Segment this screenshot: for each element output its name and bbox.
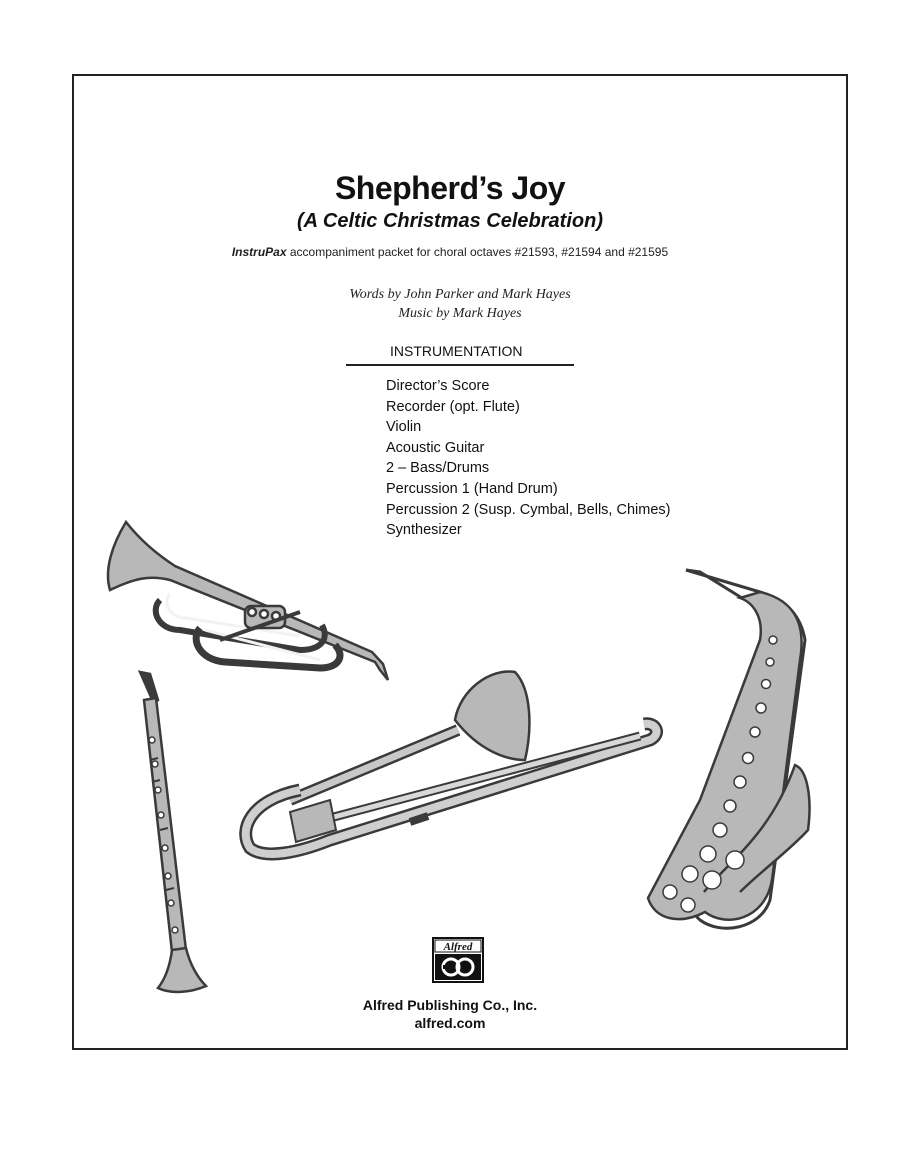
instrument-item: Percussion 1 (Hand Drum) <box>386 480 558 497</box>
publisher-info <box>0 996 900 1032</box>
instrument-item: Percussion 2 (Susp. Cymbal, Bells, Chimes) <box>386 501 671 518</box>
alfred-logo-text: Alfred <box>443 941 473 953</box>
trombone-icon <box>246 672 657 854</box>
publisher-name: Alfred Publishing Co., Inc. <box>362 997 538 1013</box>
packet-text: accompaniment packet for choral octaves #21593, #21594 and #21595 <box>286 245 669 259</box>
packet-brand: InstruPax <box>231 245 287 259</box>
page-subtitle: (A Celtic Christmas Celebration) <box>297 210 603 232</box>
words-credit: Words by John Parker and Mark Hayes <box>349 287 571 302</box>
instrument-item: Recorder (opt. Flute) <box>386 398 520 415</box>
instrument-item: Director’s Score <box>386 378 490 394</box>
instrument-item: 2 – Bass/Drums <box>386 460 490 477</box>
instrumentation-heading: INSTRUMENTATION <box>390 343 523 359</box>
clarinet-icon <box>140 672 206 992</box>
page-title: Shepherd’s Joy <box>334 170 566 206</box>
music-credit: Music by Mark Hayes <box>398 306 522 321</box>
instrument-item: Acoustic Guitar <box>386 439 485 456</box>
saxophone-icon <box>648 570 809 928</box>
instrument-item: Violin <box>386 419 422 436</box>
instrument-item: Synthesizer <box>386 522 462 539</box>
alfred-logo <box>432 937 484 983</box>
trumpet-icon <box>108 522 388 680</box>
publisher-website: alfred.com <box>414 1015 486 1031</box>
